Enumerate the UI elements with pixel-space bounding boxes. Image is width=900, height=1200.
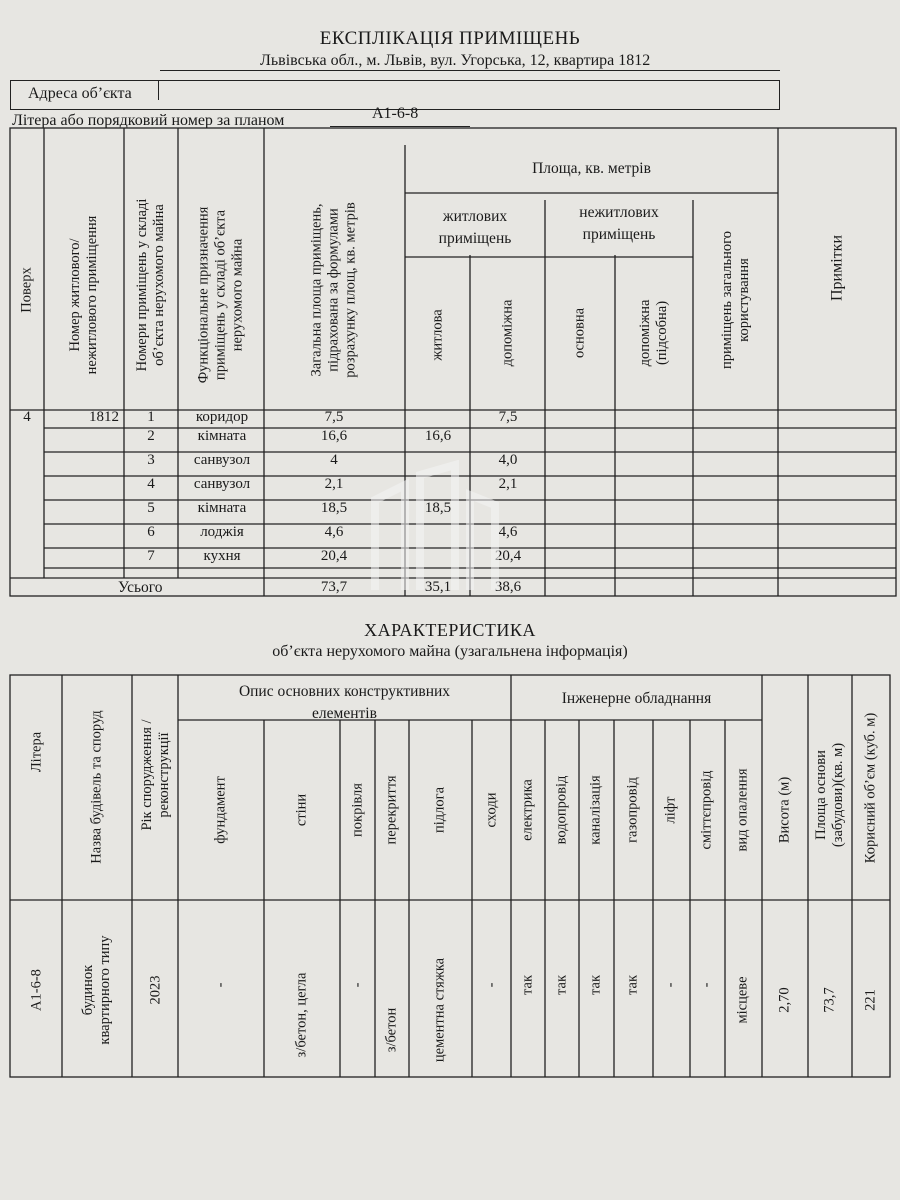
row-1-aux: 7,5 — [498, 409, 518, 425]
row-4-total: 2,1 — [324, 476, 344, 492]
row-1-floor: 4 — [23, 409, 31, 425]
header-main: основна — [571, 307, 588, 359]
row-3-name: санвузол — [193, 452, 251, 468]
char-litera: А1-6-8 — [28, 969, 45, 1011]
total-area: 73,7 — [320, 579, 348, 595]
char-volume: 221 — [862, 989, 879, 1011]
char-header-name: Назва будівель та споруд — [88, 710, 105, 864]
char-electric: так — [519, 975, 536, 995]
header-living: житлова — [429, 309, 446, 361]
litera-label: Літера або порядковий номер за планом — [12, 112, 285, 129]
header-aux-utility: допоміжна (підсобна) — [637, 299, 670, 367]
char-header-height: Висота (м) — [776, 776, 793, 844]
row-2-name: кімната — [197, 428, 247, 444]
char-header-floor: підлога — [431, 786, 448, 834]
char-header-garbage: сміттєпровід — [698, 770, 715, 850]
row-7-total: 20,4 — [320, 548, 348, 564]
header-common-use: приміщень загального користування — [719, 231, 752, 369]
char-heating: місцеве — [734, 976, 751, 1024]
header-nonliving-group: нежитлових приміщень — [579, 204, 659, 243]
header-room-numbers: Номери приміщень у складі об’єкта нерухомого майна — [134, 198, 167, 372]
char-header-foundation: фундамент — [212, 776, 229, 844]
char-header-stairs: сходи — [483, 792, 500, 828]
char-year: 2023 — [147, 975, 164, 1005]
char-header-year: Рік спорудження / реконструкції — [139, 719, 172, 831]
char-name: будинок квартирного типу — [80, 935, 113, 1045]
char-ceiling: з/бетон — [383, 1007, 400, 1053]
row-5-name: кімната — [197, 500, 247, 516]
row-5-living: 18,5 — [424, 500, 452, 516]
header-notes: Примітки — [828, 234, 846, 302]
header-aux: допоміжна — [499, 299, 516, 367]
char-header-electric: електрика — [519, 779, 536, 841]
row-6-name: лоджія — [200, 524, 244, 540]
header-unit-number: Номер житлового/ нежитлового приміщення — [67, 215, 100, 375]
char-floor: цементна стяжка — [431, 957, 448, 1063]
header-area-group: Площа, кв. метрів — [532, 160, 651, 177]
row-7-name: кухня — [203, 548, 241, 564]
row-7-aux: 20,4 — [494, 548, 522, 564]
row-6-no: 6 — [147, 524, 155, 540]
char-lift: - — [662, 982, 679, 988]
char-header-volume: Корисний об’єм (куб. м) — [862, 712, 879, 864]
row-2-no: 2 — [147, 428, 155, 444]
characteristics-subtitle: об’єкта нерухомого майна (узагальнена інформація) — [272, 643, 628, 660]
row-3-aux: 4,0 — [498, 452, 518, 468]
watermark-logo — [365, 460, 505, 600]
char-header-ceiling: перекриття — [383, 775, 400, 845]
char-header-lift: ліфт — [662, 796, 679, 824]
row-4-name: санвузол — [193, 476, 251, 492]
document-title: ЕКСПЛІКАЦІЯ ПРИМІЩЕНЬ — [319, 28, 581, 49]
row-5-no: 5 — [147, 500, 155, 516]
header-floor: Поверх — [18, 267, 35, 313]
total-label: Усього — [118, 579, 163, 596]
total-living: 35,1 — [424, 579, 452, 595]
char-header-heating: вид опалення — [734, 768, 751, 852]
address-label: Адреса об’єкта — [28, 85, 132, 102]
row-2-living: 16,6 — [424, 428, 452, 444]
header-living-group: житлових приміщень — [438, 208, 512, 247]
char-header-engineering-group: Інженерне обладнання — [561, 690, 712, 707]
char-roof: - — [349, 982, 366, 988]
char-header-roof: покрівля — [349, 783, 366, 837]
row-3-total: 4 — [330, 452, 338, 468]
header-total-area: Загальна площа приміщень, підрахована за формулами розрахунку площ, кв. метрів — [308, 202, 359, 378]
header-function: Функціональне призначення приміщень у складі об’єкта нерухомого майна — [195, 206, 246, 384]
row-1-name: коридор — [195, 409, 249, 425]
char-water: так — [553, 975, 570, 995]
char-header-sewer: каналізація — [587, 775, 604, 845]
char-header-water: водопровід — [553, 775, 570, 845]
char-header-gas: газопровід — [624, 777, 641, 843]
total-aux: 38,6 — [494, 579, 522, 595]
row-1-no: 1 — [147, 409, 155, 425]
char-header-walls: стіни — [293, 793, 310, 827]
char-walls: з/бетон, цегла — [293, 972, 310, 1058]
row-7-no: 7 — [147, 548, 155, 564]
char-height: 2,70 — [776, 987, 793, 1013]
row-3-no: 3 — [147, 452, 155, 468]
char-base-area: 73,7 — [821, 987, 838, 1013]
row-5-total: 18,5 — [320, 500, 348, 516]
row-1-total: 7,5 — [324, 409, 344, 425]
char-header-structure-group: Опис основних конструктивних елементів — [238, 683, 451, 722]
row-4-aux: 2,1 — [498, 476, 518, 492]
row-1-unit: 1812 — [89, 409, 119, 425]
address-value: Львівська обл., м. Львів, вул. Угорська, 12, квартира 1812 — [260, 52, 651, 69]
char-sewer: так — [587, 975, 604, 995]
row-4-no: 4 — [147, 476, 155, 492]
char-stairs: - — [483, 982, 500, 988]
char-garbage: - — [698, 982, 715, 988]
litera-value: А1-6-8 — [372, 105, 419, 122]
row-6-total: 4,6 — [324, 524, 344, 540]
char-foundation: - — [212, 982, 229, 988]
char-gas: так — [624, 975, 641, 995]
char-header-litera: Літера — [28, 731, 45, 773]
row-2-total: 16,6 — [320, 428, 348, 444]
row-6-aux: 4,6 — [498, 524, 518, 540]
char-header-base-area: Площа основи (забудови)(кв. м) — [813, 742, 846, 848]
characteristics-title: ХАРАКТЕРИСТИКА — [364, 620, 536, 640]
